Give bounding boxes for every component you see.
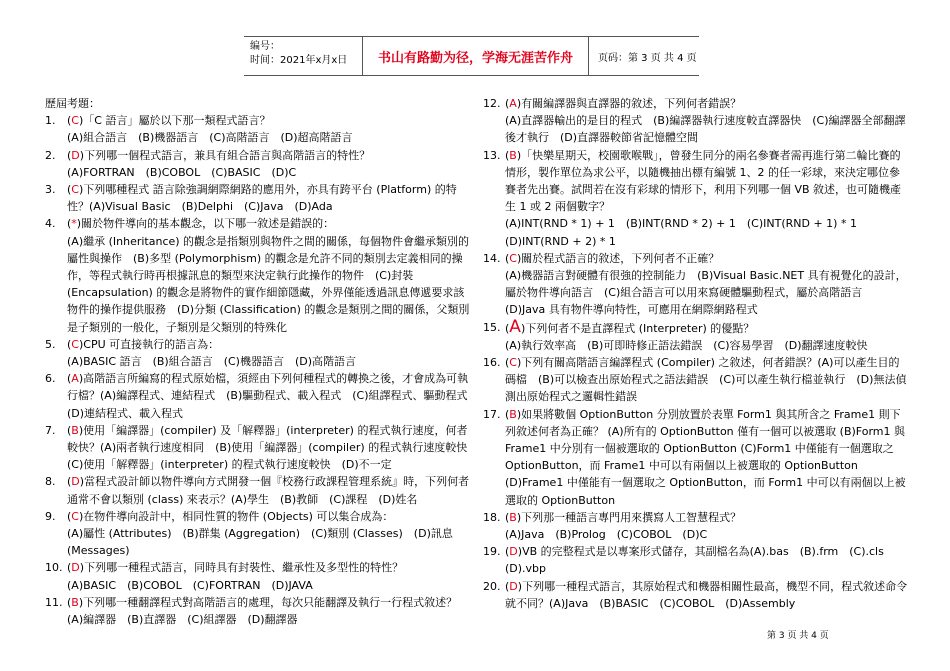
answer-mark: C: [71, 183, 79, 197]
answer-mark: *: [71, 217, 77, 231]
answer-mark: D: [71, 561, 80, 575]
page-header: [244, 36, 699, 76]
question-body: (C)CPU 可直接執行的語言為：: [67, 337, 220, 351]
header-left: [250, 40, 347, 68]
question-item: [45, 594, 470, 628]
answer-mark: B: [71, 595, 79, 609]
question-number: 14.: [483, 251, 501, 265]
question-body: (C)在物件導向設計中，相同性質的物件 (Objects) 可以集合成為：: [67, 509, 394, 523]
answer-mark: C: [71, 337, 79, 351]
answer-mark: D: [71, 475, 80, 489]
question-number: 12.: [483, 97, 501, 110]
question-options: (A)屬性 (Attributes) (B)群集 (Aggregation) (C)類別 (Classes) (D)訊息 (Messages): [67, 527, 453, 558]
answer-mark: B: [509, 148, 517, 162]
answer-mark: A: [509, 316, 521, 337]
answer-mark: D: [71, 148, 80, 162]
question-number: 16.: [483, 356, 501, 370]
question-body: (B)使用「編譯器」(compiler) 及「解釋器」(interpreter) 的程式執行速度，何者較快？(A)兩者執行速度相同 (B)使用「編譯器」(compiler) 的程式執行速度較快 (C)使用「解釋器」(interpreter) 的程式執行速度較快 (D)不一定: [67, 423, 479, 472]
question-options: (A)執行效率高 (B)可即時修正語法錯誤 (C)容易學習 (D)翻譯速度較快: [505, 338, 868, 352]
question-options: (A)編譯器 (B)直譯器 (C)組譯器 (D)翻譯器: [67, 613, 298, 627]
question-body: (D)VB 的完整程式是以專案形式儲存，其副檔名為(A).bas (B).frm (C).cls (D).vbp: [505, 545, 895, 576]
question-number: 3.: [45, 183, 56, 197]
question-body: (A)下列何者不是直譯程式 (Interpreter) 的優點？: [505, 316, 755, 337]
question-item: [45, 559, 470, 593]
left-column: [45, 95, 479, 628]
question-text: 「C 語言」屬於以下那一類程式語言？: [83, 114, 271, 128]
question-text: 使用「編譯器」(compiler) 及「解釋器」(interpreter) 的程式執行速度，何者較快？(A)兩者執行速度相同 (B)使用「編譯器」(compiler) 的程式執行速度較快 (C)使用「解釋器」(interpreter) 的程式執行速度較快 (D)不一定: [67, 423, 479, 472]
question-number: 10.: [45, 561, 63, 575]
question-number: 5.: [45, 337, 56, 351]
answer-mark: C: [71, 509, 79, 523]
question-item: [45, 215, 470, 335]
answer-mark: B: [509, 510, 517, 524]
question-options: (A)機器語言對硬體有很強的控制能力 (B)Visual Basic.NET 具有視覺化的設計，屬於物件導向語言 (C)組合語言可以用來寫硬體驅動程式，屬於高階語言 (D)Java 具有物件導向特性，可應用在網際網路程式: [505, 269, 907, 317]
question-text: 下列哪一個程式語言，兼具有組合語言與高階語言的特性？: [84, 148, 371, 162]
question-item: [483, 406, 908, 509]
question-number: 7.: [45, 423, 56, 437]
question-text: 下列哪一種翻譯程式對高階語言的處理，每次只能翻譯及執行一行程式敘述？: [83, 595, 458, 609]
question-text: 有關編譯器與直譯器的敘述，下列何者錯誤？: [521, 97, 742, 110]
question-body: (C)下列有關高階語言編譯程式 (Compiler) 之敘述，何者錯誤？(A)可以產生目的碼檔 (B)可以檢查出原始程式之語法錯誤 (C)可以產生執行檔並執行 (D)無法偵測出原始程式之邏輯性錯誤: [505, 356, 907, 404]
question-item: [483, 250, 908, 319]
question-number: 4.: [45, 217, 56, 231]
answer-mark: A: [71, 372, 79, 386]
question-text: 如果將數個 OptionButton 分別放置於表單 Form1 與其所含之 Frame1 則下列敘述何者為正確？ (A)所有的 OptionButton 僅有一個可以被選取 (B)Form1 與 Frame1 中分別有一個被選取的 OptionButton (C)Form1 中僅能有一個選取之 OptionButton，而 Frame1 中可以有兩個以上被選取的 OptionButton (D)Frame1 中僅能有一個選取之 OptionButton，而 Form1 中可以有兩個以上被選取的 OptionButton: [505, 407, 906, 507]
page-label: 页码：第 3 页 共 4 页: [598, 53, 697, 64]
question-body: (B)下列那一種語言專門用來撰寫人工智慧程式？: [505, 510, 742, 524]
question-item: [483, 578, 908, 612]
question-item: [45, 336, 470, 370]
question-number: 15.: [483, 320, 501, 334]
question-item: [483, 147, 908, 250]
code-label: 编号：: [250, 41, 280, 52]
answer-mark: C: [71, 114, 79, 128]
question-body: (B)如果將數個 OptionButton 分別放置於表單 Form1 與其所含之 Frame1 則下列敘述何者為正確？ (A)所有的 OptionButton 僅有一個可以被選取 (B)Form1 與 Frame1 中分別有一個被選取的 OptionButton (C)Form1 中僅能有一個選取之 OptionButton，而 Frame1 中可以有兩個以上被選取的 OptionButton (D)Frame1 中僅能有一個選取之 OptionButton，而 Form1 中可以有兩個以上被選取的 OptionButton: [505, 407, 906, 507]
answer-mark: D: [509, 545, 518, 559]
answer-mark: B: [71, 423, 79, 437]
answer-mark: B: [509, 407, 517, 421]
question-body: (*)關於物件導向的基本觀念，以下哪一敘述是錯誤的：: [67, 217, 335, 231]
question-options: (A)FORTRAN (B)COBOL (C)BASIC (D)C: [67, 165, 297, 179]
question-item: [45, 147, 470, 181]
question-body: (B)「快樂星期天，校園歌喉戰」，曾發生同分的兩名參賽者需再進行第二輪比賽的情形，製作單位為求公平，以隨機抽出標有編號 1、2 的任一彩球，來決定哪位參賽者先出賽。試問若在沒有彩球的情形下，利用下列哪一個 VB 敘述，也可隨機產生 1 或 2 兩個數字？: [505, 148, 902, 214]
question-text: 在物件導向設計中，相同性質的物件 (Objects) 可以集合成為：: [83, 509, 394, 523]
question-text: 下列有關高階語言編譯程式 (Compiler) 之敘述，何者錯誤？(A)可以產生目的碼檔 (B)可以檢查出原始程式之語法錯誤 (C)可以產生執行檔並執行 (D)無法偵測出原始程式之邏輯性錯誤: [505, 356, 907, 404]
question-number: 11.: [45, 595, 63, 609]
question-number: 19.: [483, 545, 501, 559]
question-text: 關於物件導向的基本觀念，以下哪一敘述是錯誤的：: [81, 217, 335, 231]
question-number: 13.: [483, 148, 501, 162]
question-options: (A)BASIC 語言 (B)組合語言 (C)機器語言 (D)高階語言: [67, 355, 357, 369]
question-item: [483, 354, 908, 406]
question-options: (A)繼承 (Inheritance) 的觀念是指類別與物件之間的關係，每個物件會繼承類別的屬性與操作 (B)多型 (Polymorphism) 的觀念是允許不同的類別去定義相同的操作，等程式執行時再根據訊息的類型來決定執行此操作的物件 (C)封裝 (Encapsulation) 的觀念是將物件的實作細節隱藏，外界僅能透過訊息傳遞要求該物件的操作提供服務 (D)分類 (Classification) 的觀念是類別之間的關係，父類別是子類別的一般化，子類別是父類別的特殊化: [67, 234, 470, 334]
question-number: 18.: [483, 510, 501, 524]
question-options: (A)Java (B)Prolog (C)COBOL (D)C: [505, 528, 708, 542]
question-text: 高階語言所編寫的程式原始檔，須經由下列何種程式的轉換之後，才會成為可執行檔？(A)編譯程式、連結程式 (B)驅動程式、載入程式 (C)組譯程式、驅動程式 (D)連結程式、載入程式: [67, 372, 479, 420]
question-body: (C)下列哪種程式 語言除強調網際網路的應用外，亦具有跨平台 (Platform) 的特性？(A)Visual Basic (B)Delphi (C)Java (D)Ada: [67, 183, 457, 214]
question-options: (A)INT(RND * 1) + 1 (B)INT(RND * 2) + 1 (C)INT(RND + 1) * 1 (D)INT(RND + 2) * 1: [505, 217, 868, 248]
answer-mark: D: [509, 579, 518, 593]
question-item: [483, 95, 908, 147]
question-item: [45, 181, 470, 215]
question-body: (D)當程式設計師以物件導向方式開發一個『校務行政課程管理系統』時，下列何者通常不會以類別 (class) 來表示？(A)學生 (B)教師 (C)課程 (D)姓名: [67, 475, 470, 506]
motto: 书山有路勤为径，学海无涯苦作舟: [362, 37, 589, 75]
question-number: 6.: [45, 372, 56, 386]
question-text: VB 的完整程式是以專案形式儲存，其副檔名為(A).bas (B).frm (C).cls (D).vbp: [505, 545, 895, 576]
question-item: [483, 316, 908, 354]
answer-mark: C: [509, 356, 517, 370]
question-body: (C)關於程式語言的敘述，下列何者不正確？: [505, 251, 720, 265]
question-item: [483, 509, 908, 543]
question-number: 17.: [483, 407, 501, 421]
question-body: (B)下列哪一種翻譯程式對高階語言的處理，每次只能翻譯及執行一行程式敘述？: [67, 595, 458, 609]
question-body: (A)高階語言所編寫的程式原始檔，須經由下列何種程式的轉換之後，才會成為可執行檔？(A)編譯程式、連結程式 (B)驅動程式、載入程式 (C)組譯程式、驅動程式 (D)連結程式、載入程式: [67, 372, 479, 420]
question-item: [45, 473, 470, 507]
answer-mark: A: [509, 97, 517, 110]
question-text: 下列何者不是直譯程式 (Interpreter) 的優點？: [525, 321, 755, 335]
question-text: 下列哪種程式 語言除強調網際網路的應用外，亦具有跨平台 (Platform) 的特性？(A)Visual Basic (B)Delphi (C)Java (D)Ada: [67, 183, 457, 214]
question-item: [45, 508, 470, 560]
question-options: (A)直譯器輸出的是目的程式 (B)編譯器執行速度較直譯器快 (C)編譯器全部翻譯後才執行 (D)直譯器較節省記憶體空間: [505, 114, 906, 145]
question-number: 9.: [45, 509, 56, 523]
answer-mark: C: [509, 251, 517, 265]
question-text: 下列哪一種程式語言，同時具有封裝性、繼承性及多型性的特性？: [84, 561, 404, 575]
page-footer: 第 3 页 共 4 页: [767, 631, 829, 641]
question-body: (D)下列哪一種程式語言，其原始程式和機器相關性最高，機型不同，程式敘述命令就不同？(A)Java (B)BASIC (C)COBOL (D)Assembly: [505, 579, 908, 610]
question-text: 下列那一種語言專門用來撰寫人工智慧程式？: [521, 510, 742, 524]
question-text: 當程式設計師以物件導向方式開發一個『校務行政課程管理系統』時，下列何者通常不會以類別 (class) 來表示？(A)學生 (B)教師 (C)課程 (D)姓名: [67, 475, 470, 506]
question-text: 關於程式語言的敘述，下列何者不正確？: [521, 251, 720, 265]
question-number: 20.: [483, 579, 501, 593]
question-number: 2.: [45, 148, 56, 162]
question-options: (A)BASIC (B)COBOL (C)FORTRAN (D)JAVA: [67, 578, 313, 592]
question-text: 下列哪一種程式語言，其原始程式和機器相關性最高，機型不同，程式敘述命令就不同？(A)Java (B)BASIC (C)COBOL (D)Assembly: [505, 579, 908, 610]
question-number: 1.: [45, 114, 56, 128]
question-text: CPU 可直接執行的語言為：: [83, 337, 220, 351]
question-body: (A)有關編譯器與直譯器的敘述，下列何者錯誤？: [505, 97, 742, 110]
question-number: 8.: [45, 475, 56, 489]
question-item: [45, 370, 479, 422]
question-options: (A)組合語言 (B)機器語言 (C)高階語言 (D)超高階語言: [67, 131, 353, 145]
section-title: 歷屆考題：: [45, 97, 100, 110]
question-text: 「快樂星期天，校園歌喉戰」，曾發生同分的兩名參賽者需再進行第二輪比賽的情形，製作單位為求公平，以隨機抽出標有編號 1、2 的任一彩球，來決定哪位參賽者先出賽。試問若在沒有彩球的情形下，利用下列哪一個 VB 敘述，也可隨機產生 1 或 2 兩個數字？: [505, 148, 902, 214]
time-label: 时间：2021年x月x日: [250, 55, 348, 66]
right-column: [483, 95, 908, 612]
question-item: [483, 543, 908, 577]
question-item: [45, 112, 470, 146]
question-item: [45, 422, 479, 474]
question-body: (D)下列哪一種程式語言，同時具有封裝性、繼承性及多型性的特性？: [67, 561, 404, 575]
question-body: (D)下列哪一個程式語言，兼具有組合語言與高階語言的特性？: [67, 148, 371, 162]
question-body: (C)「C 語言」屬於以下那一類程式語言？: [67, 114, 271, 128]
